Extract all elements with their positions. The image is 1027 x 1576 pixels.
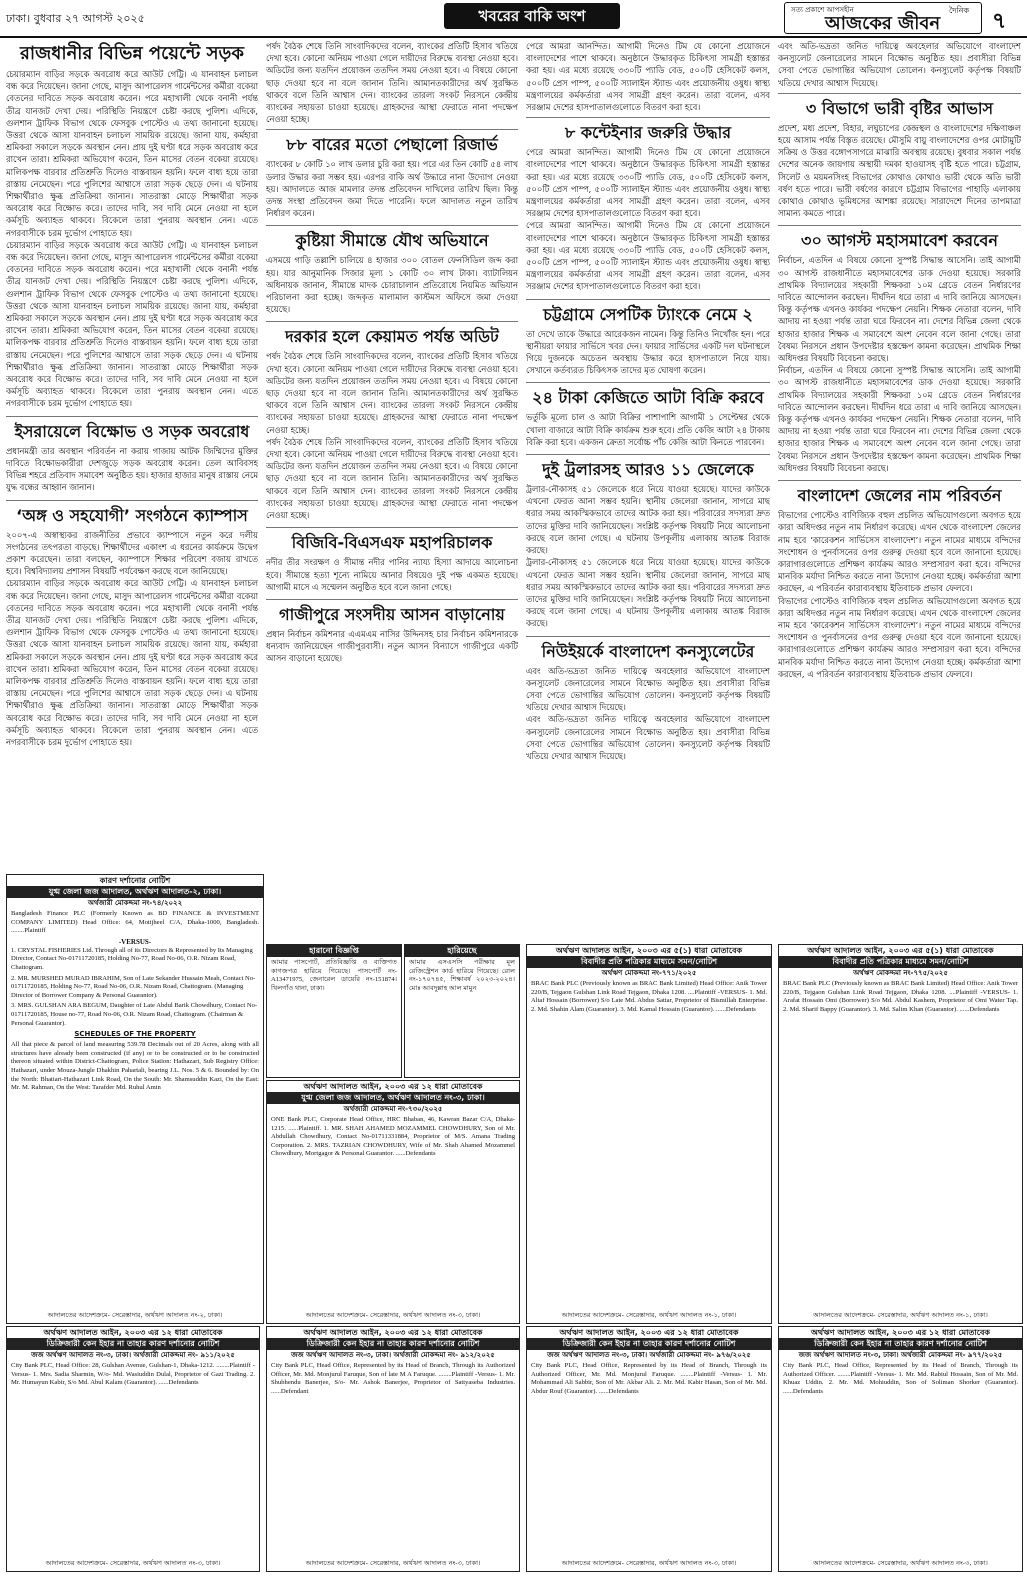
legal-notice-brac-1 (526, 944, 772, 1324)
versus-label: -VERSUS- (118, 937, 152, 946)
divider (778, 225, 1021, 226)
article-headline: ‘অঙ্গ ও সহযোগী’ সংগঠনে ক্যাম্পাস (16, 505, 248, 525)
article-rain (778, 98, 1021, 220)
divider (6, 416, 258, 417)
divider (526, 299, 770, 300)
notice-text: BRAC Bank PLC (Previously known as BRAC Bank Limited) Head Office: Anik Tower 220/B, Tejgaon Gulshan Link Road Tejgaon, Dhaka 1208. ....Plaintiff -VERSUS- 1. Md. Altaf Hossain (Borrower) S/o Late Md. Abdus Sattar, Proprietor of Bismillah Enterprise. 2. Md. Shahin Alam (Guarantor). 3. Md. Kamal Hossain (Guarantor). ......Defendants (531, 980, 767, 1013)
article-headline: গাজীপুরে সংসদীয় আসন বাড়ানোয় (279, 604, 505, 624)
notice-head: অর্থঋণ আদালত আইন, ২০০৩ এর ৫(১) ধারা মোতাবেক (555, 946, 743, 955)
column-1 (6, 40, 258, 868)
article-body: পেরে আমরা আনন্দিত। আগামী দিনেও টিম যে কোনো প্রয়োজনে বাংলাদেশের পাশে থাকবে। অনুষ্ঠানে উদ্ধারকৃত চিকিৎসা সামগ্রী হস্তান্তর করা হয়। এর মধ্যে রয়েছে ৩৩০টি প্যাডি বেড, ৫০০টি হেসিকেট কলস, ৫০০টি প্রেস পাম্প, ৫০০টি স্যালাইন স্ট্যান্ড এবং প্রয়োজনীয় ওষুধ। স্বাস্থ্য মন্ত্রণালয়ের কর্মকর্তারা এসব সামগ্রী গ্রহণ করেন। তারা বলেন, এসব সরঞ্জাম দেশের হাসপাতালগুলোতে বিতরণ করা হবে। (526, 147, 770, 219)
legal-notice-city-bank-3 (526, 1326, 772, 1572)
case-number: অর্থঋণ মোকদ্দমা নং-৭৭৫/২০২৫ (853, 969, 948, 977)
article-headline: ৩০ আগস্ট মহাসমাবেশ করবেন (801, 231, 998, 251)
notice-text: City Bank PLC, Head Office, Represented by its Head of Branch, Through its Authorized Officer. ........Plaintiff -Versus- 1. Mr. Md. Rabiul Hossain, Son of Mr. Md. Khuaz Uddin. 2. Mr. Md. Mohiuddin, Son of Soliman Shorker (Guarantor). ......Defendants (783, 1362, 1018, 1395)
article-body-cont: বিভাগের পোস্টেও বাণিজ্যিক বহুল প্রচলিত অভিযোগগুলো অবগত হয়ে কারা অধিদপ্তর নতুন নাম নির্ধারণ করেছে। এখন থেকে বাংলাদেশ জেলের নাম হবে ‘কারেকশন সার্ভিসেস বাংলাদেশ’। নতুন নামের মাধ্যমে বন্দিদের সংশোধন ও পুনর্বাসনের ওপর গুরুত্ব দেওয়া হবে বলে জানানো হয়েছে। কারাগারগুলোতে প্রশিক্ষণ কার্যক্রম আরও সম্প্রসারণ করা হবে। বন্দিদের মানবিক মর্যাদা নিশ্চিত করতে নানা উদ্যোগ নেওয়া হচ্ছে। কর্মকর্তারা আশা করছেন, এ পরিবর্তন কারাব্যবস্থায় ইতিবাচক প্রভাব ফেলবে। (778, 595, 1021, 679)
article-body: প্রদেশ, মধ্য প্রদেশ, বিহার, লঘুচাপের কেন্দ্রস্থল ও বাংলাদেশের দক্ষিণাঞ্চল হয়ে আসাম পর্যন্ত বিস্তৃত রয়েছে। মৌসুমি বায়ু বাংলাদেশের ওপর মোটামুটি সক্রিয় ও উত্তর বঙ্গোপসাগরে মাঝারি অবস্থায় রয়েছে। বুধবার সকাল পর্যন্ত দেশের অনেক জায়গায় অস্থায়ী দমকা হাওয়াসহ বৃষ্টি হতে পারে। চট্টগ্রাম, সিলেট ও ময়মনসিংহ বিভাগের কোথাও কোথাও ভারী থেকে অতি ভারী বর্ষণ হতে পারে। ভারী বর্ষণের কারণে চট্টগ্রাম বিভাগের পাহাড়ি এলাকায় কোথাও কোথাও ভূমিধসের আশঙ্কা রয়েছে। সারাদেশে দিনের তাপমাত্রা সামান্য কমতে পারে। (778, 122, 1021, 219)
notice-text: ONE Bank PLC, Corporate Head Office, HRC Bhaban, 46, Kawran Bazar C/A, Dhaka-1215. ......Plaintiff. 1. MR. SHAH AHAMED MOZAMMEL CHOWDHURY, Son of Mr. Abdullah Chowdhury, Contact No-01711331884, Proprietor of M/S. Amana Trading Corporation. 2. MRS. TAZRIAN CHOWDHURY, Wife of Mr. Shah Ahamed Mozammel Chowdhury, Mortgagor & Personal Guarantor. ......Defendants (271, 1116, 515, 1158)
divider (526, 117, 770, 118)
article-body: বিভাগের পোস্টেও বাণিজ্যিক বহুল প্রচলিত অভিযোগগুলো অবগত হয়ে কারা অধিদপ্তর নতুন নাম নির্ধারণ করেছে। এখন থেকে বাংলাদেশ জেলের নাম হবে ‘কারেকশন সার্ভিসেস বাংলাদেশ’। নতুন নামের মাধ্যমে বন্দিদের সংশোধন ও পুনর্বাসনের ওপর গুরুত্ব দেওয়া হবে বলে জানানো হয়েছে। কারাগারগুলোতে প্রশিক্ষণ কার্যক্রম আরও সম্প্রসারণ করা হবে। বন্দিদের মানবিক মর্যাদা নিশ্চিত করতে নানা উদ্যোগ নেওয়া হচ্ছে। কর্মকর্তারা আশা করছেন, এ পরিবর্তন কারাব্যবস্থায় ইতিবাচক প্রভাব ফেলবে। (778, 510, 1021, 594)
article-gazipur (266, 604, 518, 665)
article-headline: ৮ কন্টেইনার জরুরি উদ্ধার (564, 123, 732, 143)
article-body-lead: পেরে আমরা আনন্দিত। আগামী দিনেও টিম যে কোনো প্রয়োজনে বাংলাদেশের পাশে থাকবে। অনুষ্ঠানে উদ্ধারকৃত চিকিৎসা সামগ্রী হস্তান্তর করা হয়। এর মধ্যে রয়েছে ৩৩০টি প্যাডি বেড, ৫০০টি হেসিকেট কলস, ৫০০টি প্রেস পাম্প, ৫০০টি স্যালাইন স্ট্যান্ড এবং প্রয়োজনীয় ওষুধ। স্বাস্থ্য মন্ত্রণালয়ের কর্মকর্তারা এসব সামগ্রী গ্রহণ করেন। তারা বলেন, এসব সরঞ্জাম দেশের হাসপাতালগুলোতে বিতরণ করা হবে। (526, 41, 770, 113)
notice-band: ডিক্রিজারী কেন ইহার না তাহার কারণ দর্শানোর নোটিশ (779, 1338, 1022, 1350)
article-headline: চট্টগ্রামে সেপটিক ট্যাংকে নেমে ২ (543, 304, 753, 324)
article-headline: রাজধানীর বিভিন্ন পয়েন্টে সড়ক (20, 43, 244, 64)
case-number: জজ অর্থঋণ আদালত নং-৩, ঢাকা। অর্থজারী মোকদ্দমা নং- ৯১২/২০২৫ (291, 1351, 495, 1359)
notice-band: বিবাদীর প্রতি পত্রিকার মাধ্যমে সমন/নোটিশ (779, 956, 1022, 968)
divider (266, 321, 518, 322)
article-body-cont: এবং অতি-ভদ্রতা জনিত দায়িত্বে অবহেলার অভিযোগে বাংলাদেশ কনস্যুলেট জেনারেলের সামনে বিক্ষোভ অনুষ্ঠিত হয়। প্রবাসীরা বিভিন্ন সেবা পেতে ভোগান্তির অভিযোগ তোলেন। কনস্যুলেট কর্তৃপক্ষ বিষয়টি খতিয়ে দেখার আশ্বাস দিয়েছে। (526, 714, 770, 761)
date-line: ঢাকা। বুধবার ২৭ আগস্ট ২০২৫ (6, 12, 145, 25)
article-campus (6, 505, 258, 749)
plaintiff: Bangladesh Finance PLC (Formerly Known as BD FINANCE & INVESTMENT COMPANY LIMITED) Head Office: 64, Motijheel C/A, Dhaka-1000, Bangladesh. ........Plaintiff (11, 910, 259, 935)
legal-notice-brac-2 (778, 944, 1023, 1324)
notice-footer: আদালতের আদেশক্রমে- সেরেস্তাদার, অর্থঋণ আদালত নং-১, ঢাকা। (561, 1311, 737, 1319)
divider (778, 93, 1021, 94)
article-body: ২০০৭-এ অস্বাস্থ্যকর রাজনীতির প্রভাবে ক্যাম্পাসে নতুন করে দলীয় সংগঠনের তৎপরতা বাড়ছে। শিক্ষার্থীদের একাংশ এ ধরনের কার্যক্রমে উদ্বেগ প্রকাশ করেছেন। তারা বলছেন, ক্যাম্পাসে শিক্ষার পরিবেশ বজায় রাখতে হবে। বিশ্ববিদ্যালয় প্রশাসন বিষয়টি পর্যবেক্ষণ করছে বলে জানিয়েছে। (6, 529, 258, 577)
article-body: ট্রলার-নৌকাসহ ৫১ জেলেকে ধরে নিয়ে যাওয়া হয়েছে। যাদের কাউকে এখনো ফেরত আনা সম্ভব হয়নি। স্থানীয় জেলেরা জানান, সাগরে মাছ ধরার সময় আকস্মিকভাবে তাদের আটক করা হয়। পরিবারের সদস্যরা দ্রুত তাদের মুক্তির দাবি জানিয়েছেন। সংশ্লিষ্ট কর্তৃপক্ষ বিষয়টি নিয়ে আলোচনা করছে বলে জানা গেছে। এ ঘটনায় উপকূলীয় এলাকায় আতঙ্ক বিরাজ করছে। (526, 484, 770, 556)
notice-text: City Bank PLC, Head Office, Represented by its Head of Branch, Through its Authorized Officer, Mr. Md. Monjurul Faruque, Son of late M A Faruque. ........Plaintiff -Versus- 1. Mr. Shubhendu Banerjee, S/o- Mr. Ashok Banerjee, Proprietor of Sattyaseba Industries. ......Defendant (271, 1362, 515, 1395)
logo-daily: দৈনিক (949, 6, 970, 15)
article-body: ভর্তুকি মূল্যে চাল ও আটা বিক্রির পাশাপাশি আগামী ১ সেপ্টেম্বর থেকে খোলা বাজারে আটা বিক্রি কার্যক্রম শুরু হবে। প্রতি কেজি আটা ২৪ টাকায় বিক্রি করা হবে। একজন ক্রেতা সর্বোচ্চ পাঁচ কেজি আটা কিনতে পারবেন। (526, 412, 770, 447)
article-septic (526, 304, 770, 377)
schedule-title: SCHEDULES OF THE PROPERTY (74, 1030, 196, 1039)
notice-band: যুগ্ম জেলা জজ আদালত, অর্থঋণ আদালত-২, ঢাকা। (7, 886, 263, 898)
article-body: ব্যাংকের ৮ কোটি ১০ লাখ ডলার চুরি করা হয়। পরে এর তিন কোটি ৫৪ লাখ ডলার উদ্ধার করা সম্ভব হয়। এরপর বাকি অর্থ উদ্ধারে নানা উদ্যোগ নেওয়া হয়। আদালতে আজ মামলার তদন্ত প্রতিবেদন দাখিলের তারিখ ছিল। কিন্তু তদন্ত সংস্থা প্রতিবেদন জমা দিতে পারেনি। ফলে আদালত নতুন তারিখ নির্ধারণ করেন। (266, 159, 518, 219)
schedule-text: All that piece & parcel of land measuring 539.78 Decimals out of 20 Acres, along with all structures have already been constructed (if any) or to be constructed or to be constructed thereon situated within District-Chattogram, Police Station: Hathazari, Sub Registry Office: Hathazari, under Mouza-Jungle Dhakhin Pahartali, bearing J.L. Nos. 5 & 6. Bounded by: On the North: Bhatiari-Hathazari Link Road, On the South: Mr. Shamsuddin Kazi, On the East: Mr. M. Rahman, On the West: Tarafder Md. Ruhul Amin (11, 1041, 259, 1092)
lost-notice-2 (404, 944, 520, 1078)
case-number: জজ অর্থঋণ আদালত নং-৩, ঢাকা। অর্থজারী মোকদ্দমা নং- ৯৭৬/২০২৫ (547, 1351, 751, 1359)
article-headline: ৮৮ বারের মতো পেছালো রিজার্ভ (286, 135, 498, 155)
article-headline: কুষ্টিয়া সীমান্তে যৌথ অভিযানে (295, 231, 489, 251)
notice-footer: আদালতের আদেশক্রমে- সেরেস্তাদার, অর্থঋণ আদালত নং-২, ঢাকা। (47, 1311, 223, 1319)
article-container (526, 122, 770, 292)
notice-footer: আদালতের আদেশক্রমে- সেরেস্তাদার, অর্থঋণ আদালত নং-৩, ঢাকা। (305, 1311, 481, 1319)
article-israel (6, 421, 258, 494)
defendant: 1. CRYSTAL FISHERIES Ltd. Through all of its Directors & Represented by Its Managing Director, Contact No-01711720185, Holding No-77, Road No-06, O.R. Nizam Road, Chattogram. (11, 946, 253, 971)
article-newyork (526, 641, 770, 763)
divider (266, 599, 518, 600)
defendant: 3. MRS. GULSHAN ARA BEGUM, Daughter of Late Abdul Barik Chowdhury, Contact No-01711720185, House no-77, Road No-06, O.R. Nizam Road, Chattogram. (Chairman & Personal Guarantor). (11, 1002, 258, 1027)
article-body-cont: পর্ষদ বৈঠক শেষে তিনি সাংবাদিকদের বলেন, ব্যাংকের প্রতিটি হিসাব খতিয়ে দেখা হবে। কোনো অনিয়ম পাওয়া গেলে দায়ীদের বিরুদ্ধে ব্যবস্থা নেওয়া হবে। অডিটের জন্য যতদিন প্রয়োজন ততদিন সময় নেওয়া হবে। এ বিষয়ে কোনো ছাড় দেওয়া হবে না বলে জানান তিনি। আমানতকারীদের অর্থ সুরক্ষিত থাকবে বলে তিনি আশ্বাস দেন। ব্যাংকের তারল্য সংকট নিরসনে কেন্দ্রীয় ব্যাংকের সহায়তা চাওয়া হয়েছে। গ্রাহকদের আস্থা ফেরাতে নানা পদক্ষেপ নেওয়া হচ্ছে। (266, 436, 518, 521)
article-rally (778, 230, 1021, 474)
defendant: 2. MR. MURSHED MURAD IBRAHIM, Son of Late Sekander Hussain Meah, Contact No-01711720185, Holding No-77, Road No-06, O.R. Nizam Road, Chattogram. (Managing Director of Borrower Company & Personal Guarantor). (11, 974, 256, 999)
notice-head: অর্থঋণ আদালত আইন, ২০০৩ এর ১২ ধারা মোতাবেক (559, 1328, 739, 1337)
lost-notice-title: হারিয়েছে (405, 945, 519, 957)
legal-notice-city-bank-2 (266, 1326, 520, 1572)
case-number: অর্থজারী মোকদ্দমা নং-৭৩০/২০২৫ (343, 1105, 443, 1113)
lost-notice-text: আমার এসএসসি পরীক্ষার মূল রেজিস্ট্রেশন কার্ড হারিয়ে গিয়েছে। রোল নং-১৭০৭৪৫, শিক্ষাবর্ষ ২০২৩-২০২৪। মোঃ আবদুল্লাহ আল মামুন (409, 959, 515, 992)
article-body: এসময়ে গাড়ি তল্লাশি চালিয়ে ৪ হাজার ৩০০ বোতল ফেনসিডিল জব্দ করা হয়। যার আনুমানিক সিজার মূল্য ১ কোটি ৩০ লাখ টাকা। ব্যাটালিয়ন অধিনায়ক জানান, সীমান্তে মাদক চোরাচালান প্রতিরোধে নিয়মিত অভিযান পরিচালনা করা হচ্ছে। জব্দকৃত মালামাল কাস্টমস অফিসে জমা দেওয়া হয়েছে। (266, 255, 518, 315)
article-body-cont: চেয়ারম্যান বাড়ির সড়কে অবরোধ করে আউট গেট্টি। এ যানবাহন চলাচল বন্ধ করে দিয়েছেন। জানা গেছে, মাসুদ আপারেলস গার্মেন্টসের কর্মীরা বকেয়া বেতনের দাবিতে সড়ক অবরোধ করেন। পরে মহাখালী থেকে বনানী পর্যন্ত তীব্র যানজট দেখা দেয়। পরিস্থিতি নিয়ন্ত্রণে চেষ্টা করছে পুলিশ। এদিকে, গুলশান ট্রাফিক বিভাগ থেকে ফেসবুক পোস্টেও এ তথ্য জানানো হয়েছে। উত্তরা থেকে আসা যানবাহন চলাচল সাময়িক রয়েছে। জানা যায়, কর্মহারা শ্রমিকরা সকালে সড়কে অবস্থান নেন। প্রায় দুই ঘণ্টা ধরে সড়ক অবরোধ করে রাখেন তারা। শ্রমিকরা অভিযোগ করেন, তিন মাসের বেতন বকেয়া রয়েছে। মালিকপক্ষ বারবার প্রতিশ্রুতি দিলেও বাস্তবায়ন হয়নি। ফলে বাধ্য হয়ে তারা রাস্তায় নেমেছেন। পরে পুলিশের আশ্বাসে তারা সড়ক ছেড়ে দেন। এ ঘটনায় শিক্ষার্থীরাও ক্ষুব্ধ প্রতিক্রিয়া জানান। সাতরাস্তা মোড়ে শিক্ষার্থীরা সড়ক অবরোধ করে বিক্ষোভ করে। তাদের দাবি, সব দাবি মেনে নেওয়া না হলে কর্মসূচি অব্যাহত থাকবে। বিকেলে তারা পুনরায় অবস্থান নেন। এতে নগরবাসীকে চরম দুর্ভোগ পোহাতে হয়। (6, 239, 258, 409)
notice-footer: আদালতের আদেশক্রমে- সেরেস্তাদার, অর্থঋণ আদালত নং-৩, ঢাকা। (45, 1559, 221, 1567)
article-trawler (526, 459, 770, 629)
lost-notice (266, 944, 402, 1078)
article-body-cont: নির্বাচন, এতদিন এ বিষয়ে কোনো সুস্পষ্ট সিদ্ধান্ত আসেনি। তাই আগামী ৩০ আগস্ট রাজধানীতে মহাসমাবেশের ডাক দেওয়া হয়েছে। সরকারি প্রাথমিক বিদ্যালয়ের সহকারী শিক্ষকরা ১০ম গ্রেডে বেতন নির্ধারণের দাবিতে আন্দোলন করছেন। দীর্ঘদিন ধরে তারা এ দাবি জানিয়ে আসছেন। কিন্তু কর্তৃপক্ষ এখনও কার্যকর পদক্ষেপ নেয়নি। শিক্ষক নেতারা বলেন, দাবি আদায় না হওয়া পর্যন্ত তারা ঘরে ফিরবেন না। দেশের বিভিন্ন জেলা থেকে হাজার হাজার শিক্ষক এ সমাবেশে অংশ নেবেন বলে জানা গেছে। তারা বৈষম্য নিরসনে প্রধান উপদেষ্টার হস্তক্ষেপ কামনা করেছেন। প্রাথমিক শিক্ষা অধিদপ্তর বিষয়টি বিবেচনা করছে। (778, 365, 1021, 473)
notice-band: ডিক্রিজারী কেন ইহার না তাহার কারণ দর্শানোর নোটিশ (267, 1338, 519, 1350)
legal-notice-bangladesh-finance (6, 874, 264, 1324)
article-reserve (266, 134, 518, 219)
article-kushtia (266, 230, 518, 315)
notice-text: City Bank PLC, Head Office, Represented by its Head of Branch, Through its Authorized Officer, Mr. Md. Monjurul Faruque. ........Plaintiff -Versus- 1. Mr. Mohammad Ali Sabbir, Son of Mr. Akbar Ali. 2. Mr. Md. Kabir Hasan, Son of Mr. Md. Abdur Rouf (Guarantor). ......Defendants (531, 1362, 767, 1395)
column-2 (266, 40, 518, 940)
notice-band: বিবাদীর প্রতি পত্রিকার মাধ্যমে সমন/নোটিশ (527, 956, 771, 968)
notice-text: City Bank PLC, Head Office: 28, Gulshan Avenue, Gulshan-1, Dhaka-1212. ........Plaintiff -Versus- 1. Mrs. Sadia Sharmin, W/o- Md. Wasiuddin Dulal, Proprietor of Gazi Trading. 2. Mr. Humayun Kabir, S/o Md. Abul Kalam (Guarantor). ......Defendants (11, 1362, 255, 1387)
divider (526, 382, 770, 383)
divider (526, 454, 770, 455)
article-body: নদীর তীর সংরক্ষণ ও সীমান্ত নদীর পানির ন্যায্য হিস্যা আদায়ে আলোচনা হবে। সীমান্তে হত্যা শূন্যে নামিয়ে আনার বিষয়েও দুই পক্ষ একমত হয়েছে। আগামী মাসে এ সম্মেলন অনুষ্ঠিত হবে বলে জানা গেছে। (266, 557, 518, 592)
lost-notice-text: আমার পাসপোর্ট, প্রতিবিজ্ঞপ্তি ও ব্যক্তিগত কাগজপত্র হারিয়ে গিয়েছে। পাসপোর্ট নং-A13471975, জেনারেল ডায়েরি নং-151874। খিলগাঁও থানা, ঢাকা। (271, 959, 397, 992)
legal-notice-city-bank-4 (778, 1326, 1023, 1572)
notice-footer: আদালতের আদেশক্রমে- সেরেস্তাদার, অর্থঋণ আদালত নং-৩, ঢাকা। (561, 1559, 737, 1567)
case-number: অর্থজারী মোকদ্দমা নং-৭৪/২০২২ (87, 899, 183, 907)
logo-tagline: সত্য প্রকাশে আপসহীন (791, 6, 854, 14)
divider (266, 129, 518, 130)
column-3 (526, 40, 770, 940)
section-title: খবরের বাকি অংশ (444, 3, 620, 29)
divider (6, 500, 258, 501)
article-body-cont: ট্রলার-নৌকাসহ ৫১ জেলেকে ধরে নিয়ে যাওয়া হয়েছে। যাদের কাউকে এখনো ফেরত আনা সম্ভব হয়নি। স্থানীয় জেলেরা জানান, সাগরে মাছ ধরার সময় আকস্মিকভাবে তাদের আটক করা হয়। পরিবারের সদস্যরা দ্রুত তাদের মুক্তির দাবি জানিয়েছেন। সংশ্লিষ্ট কর্তৃপক্ষ বিষয়টি নিয়ে আলোচনা করছে বলে জানা গেছে। এ ঘটনায় উপকূলীয় এলাকায় আতঙ্ক বিরাজ করছে। (526, 557, 770, 629)
divider (266, 527, 518, 528)
newspaper-logo (784, 2, 982, 34)
notice-head: অর্থঋণ আদালত আইন, ২০০৩ এর ১২ ধারা মোতাবেক (303, 1328, 483, 1337)
notice-head: কারণ দর্শানোর নোটিশ (99, 876, 171, 885)
column-4 (778, 40, 1021, 940)
notice-band: ডিক্রিজারী কেন ইহার না তাহার কারণ দর্শানোর নোটিশ (7, 1338, 259, 1350)
notice-footer: আদালতের আদেশক্রমে- সেরেস্তাদার, অর্থঋণ আদালত নং-৩, ঢাকা। (305, 1559, 481, 1567)
article-headline: ৩ বিভাগে ভারী বৃষ্টির আভাস (805, 98, 994, 118)
notice-head: অর্থঋণ আদালত আইন, ২০০৩ এর ১২ ধারা মোতাবেক (811, 1328, 990, 1337)
article-body-cont: পেরে আমরা আনন্দিত। আগামী দিনেও টিম যে কোনো প্রয়োজনে বাংলাদেশের পাশে থাকবে। অনুষ্ঠানে উদ্ধারকৃত চিকিৎসা সামগ্রী হস্তান্তর করা হয়। এর মধ্যে রয়েছে ৩৩০টি প্যাডি বেড, ৫০০টি হেসিকেট কলস, ৫০০টি প্রেস পাম্প, ৫০০টি স্যালাইন স্ট্যান্ড এবং প্রয়োজনীয় ওষুধ। স্বাস্থ্য মন্ত্রণালয়ের কর্মকর্তারা এসব সামগ্রী গ্রহণ করেন। তারা বলেন, এসব সরঞ্জাম দেশের হাসপাতালগুলোতে বিতরণ করা হবে। (526, 220, 770, 292)
notice-footer: আদালতের আদেশক্রমে- সেরেস্তাদার, অর্থঋণ আদালত নং-১, ঢাকা। (813, 1311, 988, 1319)
article-rajdhani (6, 42, 258, 410)
page-number: ৭ (992, 9, 1007, 34)
article-body: এবং অতি-ভদ্রতা জনিত দায়িত্বে অবহেলার অভিযোগে বাংলাদেশ কনস্যুলেট জেনারেলের সামনে বিক্ষোভ অনুষ্ঠিত হয়। প্রবাসীরা বিভিন্ন সেবা পেতে ভোগান্তির অভিযোগ তোলেন। কনস্যুলেট কর্তৃপক্ষ বিষয়টি খতিয়ে দেখার আশ্বাস দিয়েছে। (526, 665, 770, 713)
notice-band: যুগ্ম জেলা জজ আদালত, অর্থঋণ আদালত নং-৩, ঢাকা। (267, 1092, 519, 1104)
notice-head: অর্থঋণ আদালত আইন, ২০০৩ এর ১২ ধারা মোতাবেক (303, 1082, 483, 1091)
logo-name: আজকের জীবন (825, 13, 941, 34)
case-number: অর্থঋণ মোকদ্দমা নং-৭৭১/২০২৫ (601, 969, 697, 977)
article-bgb (266, 532, 518, 593)
article-audit (266, 326, 518, 521)
article-headline: ইসরায়েলে বিক্ষোভ ও সড়ক অবরোধ (14, 421, 250, 441)
divider (526, 636, 770, 637)
article-body-lead: পর্ষদ বৈঠক শেষে তিনি সাংবাদিকদের বলেন, ব্যাংকের প্রতিটি হিসাব খতিয়ে দেখা হবে। কোনো অনিয়ম পাওয়া গেলে দায়ীদের বিরুদ্ধে ব্যবস্থা নেওয়া হবে। অডিটের জন্য যতদিন প্রয়োজন ততদিন সময় নেওয়া হবে। এ বিষয়ে কোনো ছাড় দেওয়া হবে না বলে জানান তিনি। আমানতকারীদের অর্থ সুরক্ষিত থাকবে বলে তিনি আশ্বাস দেন। ব্যাংকের তারল্য সংকট নিরসনে কেন্দ্রীয় ব্যাংকের সহায়তা চাওয়া হয়েছে। গ্রাহকদের আস্থা ফেরাতে নানা পদক্ষেপ নেওয়া হচ্ছে। (266, 41, 518, 125)
notice-head: অর্থঋণ আদালত আইন, ২০০৩ এর ১২ ধারা মোতাবেক (43, 1328, 223, 1337)
article-body: চেয়ারম্যান বাড়ির সড়কে অবরোধ করে আউট গেট্টি। এ যানবাহন চলাচল বন্ধ করে দিয়েছেন। জানা গেছে, মাসুদ আপারেলস গার্মেন্টসের কর্মীরা বকেয়া বেতনের দাবিতে সড়ক অবরোধ করেন। পরে মহাখালী থেকে বনানী পর্যন্ত তীব্র যানজট দেখা দেয়। পরিস্থিতি নিয়ন্ত্রণে চেষ্টা করছে পুলিশ। এদিকে, গুলশান ট্রাফিক বিভাগ থেকে ফেসবুক পোস্টেও এ তথ্য জানানো হয়েছে। উত্তরা থেকে আসা যানবাহন চলাচল সাময়িক রয়েছে। জানা যায়, কর্মহারা শ্রমিকরা সকালে সড়কে অবস্থান নেন। প্রায় দুই ঘণ্টা ধরে সড়ক অবরোধ করে রাখেন তারা। শ্রমিকরা অভিযোগ করেন, তিন মাসের বেতন বকেয়া রয়েছে। মালিকপক্ষ বারবার প্রতিশ্রুতি দিলেও বাস্তবায়ন হয়নি। ফলে বাধ্য হয়ে তারা রাস্তায় নেমেছেন। পরে পুলিশের আশ্বাসে তারা সড়ক ছেড়ে দেন। এ ঘটনায় শিক্ষার্থীরাও ক্ষুব্ধ প্রতিক্রিয়া জানান। সাতরাস্তা মোড়ে শিক্ষার্থীরা সড়ক অবরোধ করে বিক্ষোভ করে। তাদের দাবি, সব দাবি মেনে নেওয়া না হলে কর্মসূচি অব্যাহত থাকবে। বিকেলে তারা পুনরায় অবস্থান নেন। এতে নগরবাসীকে চরম দুর্ভোগ পোহাতে হয়। (6, 69, 258, 238)
article-body: তা দেখে তাকে উদ্ধারে আরেকজন নামেন। কিন্তু তিনিও নিখোঁজ হন। পরে স্থানীয়রা ফায়ার সার্ভিসে খবর দেন। ফায়ার সার্ভিসের একটি দল ঘটনাস্থলে গিয়ে দুজনকে অচেতন অবস্থায় উদ্ধার করে হাসপাতালে নিয়ে যায়। সেখানে কর্তব্যরত চিকিৎসক তাদের মৃত ঘোষণা করেন। (526, 328, 770, 376)
article-headline: দরকার হলে কেয়ামত পর্যন্ত অডিট (285, 327, 499, 347)
article-body: প্রধানমন্ত্রী তার অবস্থান পরিবর্তন না করায় গাজায় আটক জিম্মিদের মুক্তির দাবিতে বিক্ষোভকারীরা দেশজুড়ে সড়ক অবরোধ করেন। তেল আবিবসহ বিভিন্ন শহরে প্রতিবাদ সমাবেশ অনুষ্ঠিত হয়। হাজার হাজার মানুষ রাস্তায় নেমে যুদ্ধ বন্ধের আহ্বান জানান। (6, 445, 258, 493)
divider (778, 480, 1021, 481)
article-body-cont: চেয়ারম্যান বাড়ির সড়কে অবরোধ করে আউট গেট্টি। এ যানবাহন চলাচল বন্ধ করে দিয়েছেন। জানা গেছে, মাসুদ আপারেলস গার্মেন্টসের কর্মীরা বকেয়া বেতনের দাবিতে সড়ক অবরোধ করেন। পরে মহাখালী থেকে বনানী পর্যন্ত তীব্র যানজট দেখা দেয়। পরিস্থিতি নিয়ন্ত্রণে চেষ্টা করছে পুলিশ। এদিকে, গুলশান ট্রাফিক বিভাগ থেকে ফেসবুক পোস্টেও এ তথ্য জানানো হয়েছে। উত্তরা থেকে আসা যানবাহন চলাচল সাময়িক রয়েছে। জানা যায়, কর্মহারা শ্রমিকরা সকালে সড়কে অবস্থান নেন। প্রায় দুই ঘণ্টা ধরে সড়ক অবরোধ করে রাখেন তারা। শ্রমিকরা অভিযোগ করেন, তিন মাসের বেতন বকেয়া রয়েছে। মালিকপক্ষ বারবার প্রতিশ্রুতি দিলেও বাস্তবায়ন হয়নি। ফলে বাধ্য হয়ে তারা রাস্তায় নেমেছেন। পরে পুলিশের আশ্বাসে তারা সড়ক ছেড়ে দেন। এ ঘটনায় শিক্ষার্থীরাও ক্ষুব্ধ প্রতিক্রিয়া জানান। সাতরাস্তা মোড়ে শিক্ষার্থীরা সড়ক অবরোধ করে বিক্ষোভ করে। তাদের দাবি, সব দাবি মেনে নেওয়া না হলে কর্মসূচি অব্যাহত থাকবে। বিকেলে তারা পুনরায় অবস্থান নেন। এতে নগরবাসীকে চরম দুর্ভোগ পোহাতে হয়। (6, 578, 258, 747)
case-number: জজ অর্থঋণ আদালত নং-৩, ঢাকা। অর্থজারী মোকদ্দমা নং- ৯৭৭/২০২৫ (798, 1351, 1003, 1359)
article-headline: ২৪ টাকা কেজিতে আটা বিক্রি করবে (532, 388, 764, 408)
notice-text: BRAC Bank PLC (Previously known as BRAC Bank Limited) Head Office: Anik Tower 220/B, Tejgaon Gulshan Link Road Tejgaon, Dhaka 1208. ....Plaintiff -VERSUS- 1. Arafat Hossain Omi (Borrower) S/o Md. Abdul Kashem, Proprietor of Omi Water Tap. 2. Md. Sharif Bappy (Guarantor). 3. Md. Salim Khan (Guarantor). ......Defendants (783, 980, 1018, 1013)
notice-footer: আদালতের আদেশক্রমে- সেরেস্তাদার, অর্থঋণ আদালত নং-৩, ঢাকা। (813, 1559, 988, 1567)
article-atta (526, 387, 770, 448)
notice-band: ডিক্রিজারী কেন ইহার না তাহার কারণ দর্শানোর নোটিশ (527, 1338, 771, 1350)
article-body: নির্বাচন, এতদিন এ বিষয়ে কোনো সুস্পষ্ট সিদ্ধান্ত আসেনি। তাই আগামী ৩০ আগস্ট রাজধানীতে মহাসমাবেশের ডাক দেওয়া হয়েছে। সরকারি প্রাথমিক বিদ্যালয়ের সহকারী শিক্ষকরা ১০ম গ্রেডে বেতন নির্ধারণের দাবিতে আন্দোলন করছেন। দীর্ঘদিন ধরে তারা এ দাবি জানিয়ে আসছেন। কিন্তু কর্তৃপক্ষ এখনও কার্যকর পদক্ষেপ নেয়নি। শিক্ষক নেতারা বলেন, দাবি আদায় না হওয়া পর্যন্ত তারা ঘরে ফিরবেন না। দেশের বিভিন্ন জেলা থেকে হাজার হাজার শিক্ষক এ সমাবেশে অংশ নেবেন বলে জানা গেছে। তারা বৈষম্য নিরসনে প্রধান উপদেষ্টার হস্তক্ষেপ কামনা করেছেন। প্রাথমিক শিক্ষা অধিদপ্তর বিষয়টি বিবেচনা করছে। (778, 255, 1021, 364)
notice-head: অর্থঋণ আদালত আইন, ২০০৩ এর ৫(১) ধারা মোতাবেক (807, 946, 994, 955)
article-body-lead: এবং অতি-ভদ্রতা জনিত দায়িত্বে অবহেলার অভিযোগে বাংলাদেশ কনস্যুলেট জেনারেলের সামনে বিক্ষোভ অনুষ্ঠিত হয়। প্রবাসীরা বিভিন্ন সেবা পেতে ভোগান্তির অভিযোগ তোলেন। কনস্যুলেট কর্তৃপক্ষ বিষয়টি খতিয়ে দেখার আশ্বাস দিয়েছে। (778, 41, 1021, 88)
article-jail (778, 485, 1021, 680)
legal-notice-one-bank (266, 1080, 520, 1324)
article-body: পর্ষদ বৈঠক শেষে তিনি সাংবাদিকদের বলেন, ব্যাংকের প্রতিটি হিসাব খতিয়ে দেখা হবে। কোনো অনিয়ম পাওয়া গেলে দায়ীদের বিরুদ্ধে ব্যবস্থা নেওয়া হবে। অডিটের জন্য যতদিন প্রয়োজন ততদিন সময় নেওয়া হবে। এ বিষয়ে কোনো ছাড় দেওয়া হবে না বলে জানান তিনি। আমানতকারীদের অর্থ সুরক্ষিত থাকবে বলে তিনি আশ্বাস দেন। ব্যাংকের তারল্য সংকট নিরসনে কেন্দ্রীয় ব্যাংকের সহায়তা চাওয়া হয়েছে। গ্রাহকদের আস্থা ফেরাতে নানা পদক্ষেপ নেওয়া হচ্ছে। (266, 351, 518, 435)
masthead (0, 0, 1027, 38)
article-headline: নিউইয়র্কে বাংলাদেশ কনস্যুলেটের (541, 641, 755, 661)
legal-notice-city-bank-1 (6, 1326, 260, 1572)
article-headline: দুই ট্রলারসহ আরও ১১ জেলেকে (542, 460, 754, 480)
article-headline: বিজিবি-বিএসএফ মহাপরিচালক (291, 533, 493, 553)
divider (266, 225, 518, 226)
lost-notice-title: হারানো বিজ্ঞপ্তি (267, 945, 401, 957)
article-body: প্রধান নির্বাচন কমিশনার এএমএম নাসির উদ্দিনসহ চার নির্বাচন কমিশনারকে ধন্যবাদ জানিয়েছেন গাজীপুরবাসী। নতুন আসন বিন্যাসে গাজীপুরে একটি আসন বাড়ানো হয়েছে। (266, 628, 518, 664)
case-number: জজ অর্থঋণ আদালত নং-৩, ঢাকা। অর্থজারী মোকদ্দমা নং- ৯১১/২০২৫ (31, 1351, 235, 1359)
article-headline: বাংলাদেশ জেলের নাম পরিবর্তন (797, 486, 1002, 506)
